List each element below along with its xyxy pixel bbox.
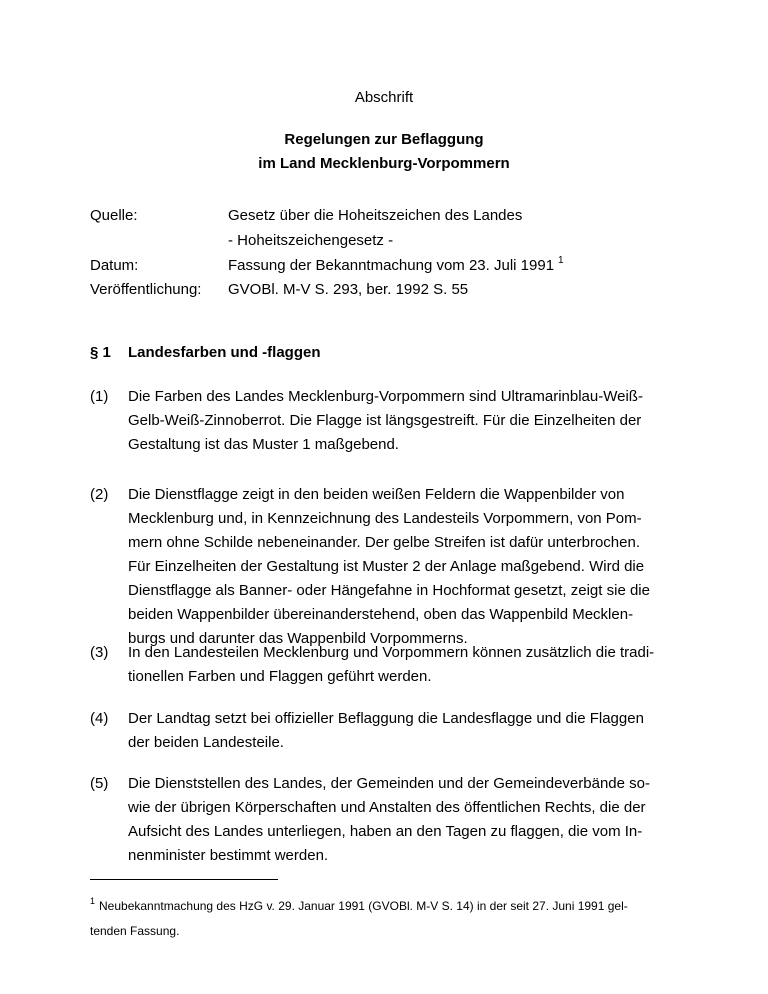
footnote-line-2: tenden Fassung. bbox=[90, 924, 180, 938]
section-title: Landesfarben und -flaggen bbox=[128, 344, 321, 361]
source-line-2: - Hoheitszeichengesetz - bbox=[228, 232, 394, 249]
text-line: Der Landtag setzt bei offizieller Beflaggung die Landesflagge und die Flaggen bbox=[128, 710, 644, 727]
paragraph-number: (1) bbox=[90, 388, 109, 405]
text-line: Die Dienstflagge zeigt in den beiden weißen Feldern die Wappenbilder von bbox=[128, 486, 625, 503]
text-line: Gelb-Weiß-Zinnoberrot. Die Flagge ist längsgestreift. Für die Einzelheiten der bbox=[128, 412, 642, 429]
text-line: wie der übrigen Körperschaften und Anstalten des öffentlichen Rechts, die der bbox=[128, 799, 646, 816]
publication-value: GVOBl. M-V S. 293, ber. 1992 S. 55 bbox=[228, 281, 469, 298]
text-line: Für Einzelheiten der Gestaltung ist Muster 2 der Anlage maßgebend. Wird die bbox=[128, 558, 645, 575]
text-line: Gestaltung ist das Muster 1 maßgebend. bbox=[128, 436, 399, 453]
date-value: Fassung der Bekanntmachung vom 23. Juli 1991 bbox=[228, 257, 555, 274]
publication-label: Veröffentlichung: bbox=[90, 281, 202, 298]
text-line: Dienstflagge als Banner- oder Hängefahne in Hochformat gesetzt, zeigt sie die bbox=[128, 582, 650, 599]
text-line: Aufsicht des Landes unterliegen, haben an den Tagen zu flaggen, die vom In- bbox=[128, 823, 643, 840]
text-line: der beiden Landesteile. bbox=[128, 734, 284, 751]
text-line: mern ohne Schilde nebeneinander. Der gelbe Streifen ist dafür unterbrochen. bbox=[128, 534, 640, 551]
text-line: In den Landesteilen Mecklenburg und Vorpommern können zusätzlich die tradi- bbox=[128, 644, 655, 661]
copy-label: Abschrift bbox=[354, 89, 414, 106]
text-line: Die Farben des Landes Mecklenburg-Vorpommern sind Ultramarinblau-Weiß- bbox=[128, 388, 643, 405]
text-line: burgs und darunter das Wappenbild Vorpommerns. bbox=[128, 630, 468, 647]
footnote bbox=[90, 894, 690, 943]
source-label: Quelle: bbox=[90, 207, 138, 224]
text-line: tionellen Farben und Flaggen geführt werden. bbox=[128, 668, 432, 685]
footnote-text: Neubekanntmachung des HzG v. 29. Januar 1991 (GVOBl. M-V S. 14) in der seit 27. Juni 1991 gel- bbox=[99, 899, 628, 913]
text-line: beiden Wappenbilder übereinanderstehend, oben das Wappenbild Mecklen- bbox=[128, 606, 634, 623]
section-heading bbox=[90, 344, 321, 361]
document-title-line-1: Regelungen zur Beflaggung bbox=[284, 131, 484, 148]
paragraph-number: (2) bbox=[90, 486, 109, 503]
date-label: Datum: bbox=[90, 257, 139, 274]
paragraph-text bbox=[128, 772, 688, 868]
paragraph-text bbox=[128, 707, 688, 755]
paragraph-text bbox=[128, 385, 688, 457]
source-line-1: Gesetz über die Hoheitszeichen des Landes bbox=[228, 207, 523, 224]
footnote-reference: 1 bbox=[558, 255, 564, 266]
text-line: Die Dienststellen des Landes, der Gemeinden und der Gemeindeverbände so- bbox=[128, 775, 650, 792]
paragraph-number: (5) bbox=[90, 775, 109, 792]
paragraph-number: (3) bbox=[90, 644, 109, 661]
paragraph-text bbox=[128, 483, 688, 651]
paragraph-text bbox=[128, 641, 688, 689]
footnote-divider bbox=[90, 879, 278, 880]
text-line: Mecklenburg und, in Kennzeichnung des Landesteils Vorpommern, von Pom- bbox=[128, 510, 642, 527]
footnote-line-1 bbox=[90, 894, 690, 919]
footnote-number: 1 bbox=[90, 896, 96, 906]
document-title-line-2: im Land Mecklenburg-Vorpommern bbox=[258, 155, 510, 172]
paragraph-number: (4) bbox=[90, 710, 109, 727]
text-line: nenminister bestimmt werden. bbox=[128, 847, 329, 864]
section-number: § 1 bbox=[90, 344, 111, 361]
date-value-row bbox=[228, 257, 564, 274]
